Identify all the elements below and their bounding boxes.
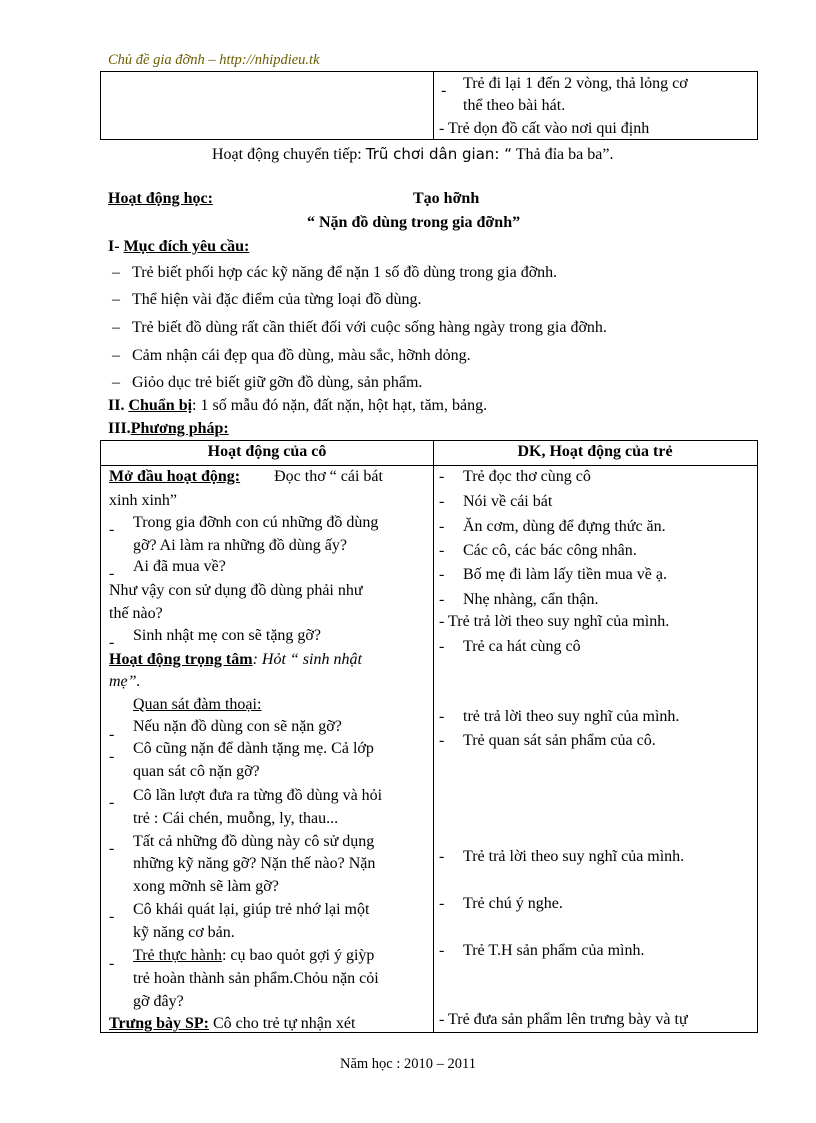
- top-item: thể theo bài hát.: [463, 97, 566, 114]
- focus-text: : Hỏt “ sinh nhật: [252, 651, 362, 668]
- bullet-dash: -: [109, 955, 115, 972]
- left-line: [109, 1015, 355, 1033]
- top-item: Trẻ đi lại 1 đến 2 vòng, thả lỏng cơ: [463, 75, 688, 92]
- method-table: [100, 440, 758, 1033]
- display-label: Trưng bày SP:: [109, 1015, 209, 1032]
- left-line: Ai đã mua về?: [133, 558, 226, 575]
- bullet-dash: -: [109, 521, 115, 538]
- left-line: xinh xinh”: [109, 492, 177, 509]
- bullet-dash: -: [439, 566, 445, 583]
- goal-item: Cảm nhận cái đẹp qua đồ dùng, màu sắc, hỡnh dỏng.: [132, 347, 471, 364]
- transition-game: Trũ chơi dân gian: “: [365, 145, 512, 163]
- table-header-child: DK, Hoạt động của trẻ: [517, 443, 673, 460]
- left-line: Nếu nặn đồ dùng con sẽ nặn gỡ?: [133, 718, 342, 735]
- bullet-dash: -: [109, 634, 115, 651]
- bullet-dash: –: [112, 347, 120, 364]
- bullet-dash: -: [439, 732, 445, 749]
- left-line: Trong gia đỡnh con cú những đồ dùng: [133, 514, 379, 531]
- bullet-dash: -: [439, 848, 445, 865]
- activity-subject: Tạo hỡnh: [413, 190, 480, 207]
- bullet-dash: –: [112, 291, 120, 308]
- left-line: trẻ hoàn thành sản phẩm.Chỏu nặn cỏi: [133, 970, 379, 987]
- goal-item: Thể hiện vài đặc điểm của từng loại đồ dùng.: [132, 291, 422, 308]
- right-line: Trẻ chú ý nghe.: [463, 895, 563, 912]
- display-text: Cô cho trẻ tự nhận xét: [212, 1015, 356, 1032]
- left-line: Cô khái quát lại, giúp trẻ nhớ lại một: [133, 901, 370, 918]
- section3-number: III.: [108, 420, 131, 437]
- top-item: - Trẻ dọn đồ cất vào nơi qui định: [439, 120, 650, 137]
- page-footer: Năm học : 2010 – 2011: [340, 1056, 476, 1072]
- activity-label: Hoạt động học:: [108, 190, 213, 207]
- observe-label: Quan sát đàm thoại:: [133, 696, 262, 713]
- intro-label: Mở đầu hoạt động:: [109, 468, 241, 485]
- left-line: xong mỡnh sẽ làm gỡ?: [133, 878, 279, 895]
- bullet-dash: -: [439, 591, 445, 608]
- right-line: Ăn cơm, dùng để đựng thức ăn.: [463, 518, 666, 535]
- left-line: gỡ đây?: [133, 993, 184, 1010]
- section2-line: [108, 397, 487, 415]
- right-line: Bố mẹ đi làm lấy tiền mua về ạ.: [463, 566, 667, 583]
- right-line: Trẻ quan sát sản phẩm của cô.: [463, 732, 656, 749]
- right-line: trẻ trả lời theo suy nghĩ của mình.: [463, 708, 680, 725]
- bullet-dash: -: [439, 468, 445, 485]
- goal-item: Trẻ biết phối hợp các kỹ năng để nặn 1 số đồ dùng trong gia đỡnh.: [132, 264, 558, 281]
- bullet-dash: -: [439, 493, 445, 510]
- left-line: Cô lần lượt đưa ra từng đồ dùng và hỏi: [133, 787, 383, 804]
- bullet-dash: -: [439, 518, 445, 535]
- top-table: [100, 71, 758, 140]
- practice-text: : cụ bao quỏt gợi ý giỳp: [221, 947, 375, 964]
- goal-item: Trẻ biết đồ dùng rất cần thiết đối với cuộc sống hàng ngày trong gia đỡnh.: [132, 319, 607, 336]
- bullet-dash: -: [439, 542, 445, 559]
- section1-title: Mục đích yêu cầu:: [123, 238, 250, 255]
- bullet-dash: -: [439, 895, 445, 912]
- section3-heading: [108, 420, 229, 438]
- left-line: thế nào?: [109, 605, 163, 622]
- bullet-dash: -: [109, 908, 115, 925]
- right-line: Trẻ T.H sản phẩm của mình.: [463, 942, 645, 959]
- left-line: gỡ? Ai làm ra những đồ dùng ấy?: [133, 537, 347, 554]
- bullet-dash: -: [439, 708, 445, 725]
- left-line: mẹ”.: [109, 673, 141, 690]
- page-header: Chủ đề gia đỡnh – http://nhipdieu.tk: [108, 52, 320, 68]
- transition-name: Thả đỉa ba ba”.: [515, 146, 614, 163]
- right-line: Nói về cái bát: [463, 493, 553, 510]
- left-line: Sinh nhật mẹ con sẽ tặng gỡ?: [133, 627, 321, 644]
- practice-label: Trẻ thực hành: [133, 947, 222, 964]
- bullet-dash: -: [439, 638, 445, 655]
- section1-heading: [108, 238, 249, 256]
- right-line: - Trẻ trả lời theo suy nghĩ của mình.: [439, 613, 670, 630]
- right-line: Trẻ trả lời theo suy nghĩ của mình.: [463, 848, 685, 865]
- left-line: Như vậy con sử dụng đồ dùng phải như: [109, 582, 363, 599]
- focus-label: Hoạt động trọng tâm: [109, 651, 253, 668]
- left-line: [109, 468, 383, 486]
- section3-title: Phương pháp:: [130, 420, 229, 437]
- bullet-dash: -: [109, 794, 115, 811]
- left-line: quan sát cô nặn gỡ?: [133, 763, 260, 780]
- left-line: [109, 651, 362, 669]
- bullet-dash: –: [112, 319, 120, 336]
- section2-text: : 1 số mẫu đó nặn, đất nặn, hột hạt, tăm, bảng.: [192, 397, 488, 414]
- left-line: Cô cũng nặn để dành tặng mẹ. Cả lớp: [133, 740, 374, 757]
- right-line: Trẻ ca hát cùng cô: [463, 638, 581, 655]
- bullet-dash: –: [112, 264, 120, 281]
- goal-item: Giỏo dục trẻ biết giữ gỡn đồ dùng, sản phẩm.: [132, 374, 423, 391]
- right-line: Trẻ đọc thơ cùng cô: [463, 468, 591, 485]
- right-line: Các cô, các bác công nhân.: [463, 542, 637, 559]
- bullet-dash: -: [439, 942, 445, 959]
- section1-number: I-: [108, 238, 120, 255]
- left-line: kỹ năng cơ bản.: [133, 924, 235, 941]
- activity-title: “ Nặn đồ dùng trong gia đỡnh”: [307, 214, 521, 231]
- left-line: [133, 947, 374, 965]
- right-line: Nhẹ nhàng, cẩn thận.: [463, 591, 599, 608]
- section2-title: Chuẩn bị: [128, 397, 193, 414]
- left-line: những kỹ năng gỡ? Nặn thế nào? Nặn: [133, 855, 376, 872]
- table-header-teacher: Hoạt động của cô: [207, 443, 327, 460]
- bullet-dash: –: [112, 374, 120, 391]
- bullet-dash: -: [109, 565, 115, 582]
- transition-line: [212, 145, 613, 164]
- left-line: trẻ : Cái chén, muỗng, ly, thau...: [133, 810, 339, 827]
- intro-text: Đọc thơ “ cái bát: [274, 468, 383, 485]
- bullet-dash: -: [109, 726, 115, 743]
- bullet-dash: -: [441, 82, 447, 99]
- bullet-dash: -: [109, 840, 115, 857]
- left-line: Tất cả những đồ dùng này cô sử dụng: [133, 833, 375, 850]
- bullet-dash: -: [109, 748, 115, 765]
- right-line: - Trẻ đưa sản phẩm lên trưng bày và tự: [439, 1011, 688, 1028]
- section2-number: II.: [108, 397, 125, 414]
- transition-label: Hoạt động chuyển tiếp:: [212, 146, 362, 163]
